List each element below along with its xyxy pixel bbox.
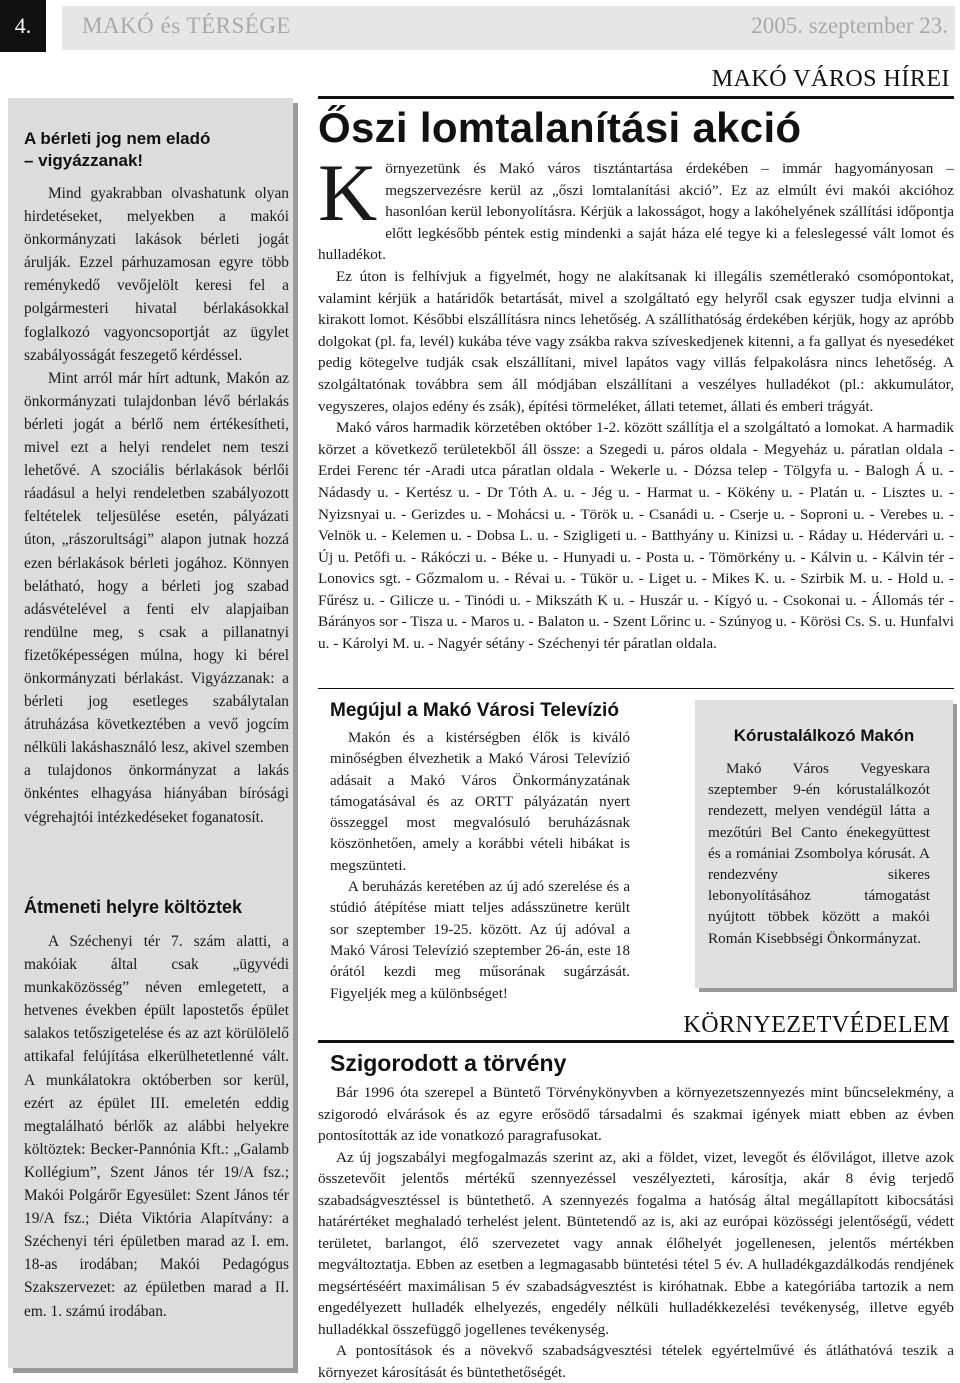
choir-box-paragraph: Makó Város Vegyeskara szeptember 9-én kórustalálkozót rendezett, melyen vendégül látta a mezőtúri Bel Canto énekegyüttest és a romániai Zsombolya kórusát. A rendezvény sikeres lebonyolításához támogatást nyújtott többek között a makói Román Kisebbségi Önkormányzat. <box>708 760 930 947</box>
sidebar-article-title <box>24 128 289 172</box>
main-article-paragraph-text: örnyezetünk és Makó város tisztántartása érdekében – immár hagyományosan – megszervezésre kerül az „őszi lomtalanítási akció”. Ez az elmúlt évi makói akcióhoz hasonlóan kerül lebonyolításra. Kérjük a lakosságot, hogy a lakóhelyének szállítási időpontja előtt legkésőbb péntek estig mindenki a saját háza elé tegye ki a feleslegessé vált lomot és hulladékot. <box>318 160 954 264</box>
law-article-paragraph: Az új jogszabályi megfogalmazás szerint az, aki a földet, vizet, levegőt és élővilágot, illetve azok összetevőit jelentős mértékű szennyezéssel veszélyezteti, károsítja, akár 8 évig terjedő szabadságvesztéssel is büntethető. A szennyezés fogalma a hatóság által megállapított kibocsátási határértéket meghaladó terhelést jelent. Büntetendő az is, aki az európai közösségi jelentőségű, védett területet, barlangot, élő szervezetet vagy annak élőhelyét jogellenesen, jelentős mértékben megváltoztatja. Ebben az esetben a legmagasabb büntetési tétel 5 év. A hulladékgazdálkodás rendjének megsértéséért maximálisan 5 év szabadságvesztést is kiróhatnak. Ebbe a kategóriába tartozik a nem engedélyezett hulladék elhelyezés, engedély nélküli hulladékkezelési tevékenység, illetve egyéb hulladékkal összefüggő jogellenes tevékenység. <box>318 1148 954 1338</box>
sidebar-article-paragraph: Mind gyakrabban olvashatunk olyan hirdetéseket, melyekben a makói önkormányzati lakások bérleti jogát árulják. Ezzel párhuzamosan egyre több reménykedő vevőjelölt keresi fel a polgármesteri hivatal bérlakásokkal foglalkozó vagyoncsoportját az ügylet szabályosságát feszegető kérdéssel. <box>24 185 289 364</box>
sidebar-article-atmeneti <box>24 896 289 1323</box>
main-article-body <box>318 147 954 655</box>
tv-article-body <box>330 728 630 1005</box>
law-article-paragraph: A pontosítások és a növekvő szabadságvesztési tételek egyértelművé és átláthatóvá teszik a környezet károsítását és büntethetőségét. <box>318 1342 954 1381</box>
sidebar-article-title-line1: A bérleti jog nem eladó <box>24 129 211 148</box>
sidebar-article-title-line2: – vigyázzanak! <box>24 151 144 170</box>
section-title-city-news: MAKÓ VÁROS HÍREI <box>711 66 950 92</box>
tv-article-paragraph: A beruházás keretében az új adó szerelése és a stúdió átépítése miatt teljes adásszünetre került sor szeptember 19-25. között. Az új adóval a Makó Városi Televízió szeptember 26-án, este 18 órától kezdi meg műsorának sugárzását. Figyeljék meg a különbséget! <box>330 879 630 1002</box>
main-article-title: Őszi lomtalanítási akció <box>318 104 802 151</box>
divider <box>318 688 954 689</box>
sidebar-article-body <box>24 182 289 829</box>
sidebar-article2-body <box>24 930 289 1323</box>
section-rule <box>318 96 954 99</box>
sidebar-article2-title: Átmeneti helyre költöztek <box>24 897 243 917</box>
law-article-title: Szigorodott a törvény <box>330 1050 567 1076</box>
sidebar-article-bérleti-jog <box>24 128 289 829</box>
section-title-environment: KÖRNYEZETVÉDELEM <box>683 1012 950 1038</box>
sidebar-article2-paragraph: A Széchenyi tér 7. szám alatti, a makóiak által csak „ügyvédi munkaközösség” néven emlegetett, a hetvenes években épült lapostetős épület salakos tetőszigetelése és az azt körülölelő attikafal felújítása elkerülhetetlenné vált. A munkálatokra októberben sor kerül, ezért az épület III. emeletén eddig megtalálható bérlők az alábbi helyekre költöztek: Becker-Pannónia Kft.: „Galamb Kollégium”, Szent János tér 19/A fsz.; Makói Polgárőr Egyesület: Szent János tér 19/A fsz.; Diéta Viktória Alapítvány: a Széchenyi téri épületben marad az I. em. 18-as irodában; Makói Pedagógus Szakszervezet: az épületben marad a II. em. 1. számú irodában. <box>24 933 289 1320</box>
main-article-paragraph <box>318 147 954 266</box>
section-rule <box>318 1040 954 1043</box>
sidebar-article-paragraph: Mint arról már hírt adtunk, Makón az önkormányzati tulajdonban lévő bérlakás bérleti jogát a bérlő nem értékesítheti, mivel ezt a helyi rendelet nem teszi lehetővé. A szociális bérlakások bérlői ráadásul a helyi rendeletben szabályozott feltételek teljesülése esetén, pályázati úton, „rászorultsági” alapon jutnak hozzá ezen bérlakások bérleti jogához. Könnyen belátható, hogy a bérleti jog szabad adásvételével a fenti elv alapjaiban rendülne meg, s csak a pillanatnyi fizetőképességen múlna, hogy ki bérel önkormányzati bérlakást. Vigyázzanak: a bérleti jog esetleges szabálytalan átruházása következtében a vevő jogcím nélküli lakáshasználó lesz, akivel szemben a tulajdonos önkormányzat a lakás önkéntes elhagyása hiányában bírósági végrehajtói intézkedéseket foganatosít. <box>24 369 289 826</box>
page-number <box>0 0 46 52</box>
law-article-paragraph: Bár 1996 óta szerepel a Büntető Törvénykönyvben a környezetszennyezés mint bűncselekmény, a szigorodó elvárások és az egyre erősödő társadalmi és szakmai igények miatt ebben az évben pontosították az ide vonatkozó paragrafusokat. <box>318 1084 954 1144</box>
choir-box-body <box>708 758 930 949</box>
tv-article-paragraph: Makón és a kistérségben élők is kiváló minőségben élvezhetik a Makó Városi Televízió adásait a Makó Város Önkormányzatának támogatásával és az ORTT pályázatán nyert összeggel most megvalósuló beruházásnak köszönhetően, amely a korábbi vételi hibákat is megszünteti. <box>330 730 630 874</box>
law-article-body <box>318 1082 954 1383</box>
drop-cap: K <box>318 147 378 238</box>
issue-date: 2005. szeptember 23. <box>751 13 948 38</box>
tv-article-title: Megújul a Makó Városi Televízió <box>330 700 619 721</box>
choir-box-title: Kórustalálkozó Makón <box>733 726 915 745</box>
main-article-paragraph: Ez úton is felhívjuk a figyelmét, hogy ne alakítsanak ki illegális szemétlerakó csomópontokat, valamint kérjük a határidők betartását, mivel a szolgáltató egy helyről csak egyszer tudja elvinni a kirakott lomot. Későbbi elszállításra nincs lehetőség. A szállíthatóság érdekében kérjük, hogy az apróbb dolgokat (pl. fa, levél) kukába téve vagy zsákba rakva szíveskedjenek kitenni, a fa gallyat és nyesedéket pedig kötegelve tudják csak elszállítani, mivel lapátos vagy villás felpakolásra nincs lehetőség. A szolgáltatónak továbbra sem áll módjában elszállítani a veszélyes hulladékot (pl.: akkumulátor, vegyszeres, olajos edény és zsák), építési törmeléket, állati tetemet, állati és emberi trágyát. <box>318 267 954 415</box>
publication-title: MAKÓ és TÉRSÉGE <box>82 13 291 38</box>
page-number-text: 4. <box>14 13 32 38</box>
main-article-paragraph: Makó város harmadik körzetében október 1-2. között szállítja el a szolgáltató a lomokat. A harmadik körzet a következő területekből áll össze: a Szegedi u. páros oldala - Megyeház u. páratlan oldala - Erdei Ferenc tér -Aradi utca páratlan oldala - Wekerle u. - Dózsa telep - Tölgyfa u. - Balogh Á u. - Nádasdy u. - Kertész u. - Dr Tóth A. u. - Jég u. - Harmat u. - Kökény u. - Platán u. - Lisztes u. - Nyizsnyai u. - Gerizdes u. - Mohácsi u. - Török u. - Csanádi u. - Cserje u. - Soproni u. - Verebes u. - Velnök u. - Kelemen u. - Dobsa L. u. - Szigligeti u. - Batthyány u. Kinizsi u. - Ráday u. Hédervári u. - Új u. Petőfi u. - Rákóczi u. - Béke u. - Hunyadi u. - Posta u. - Tömörkény u. - Kálvin u. - Kálvin tér - Lonovics sgt. - Gőzmalom u. - Révai u. - Tükör u. - Liget u. - Mikes K. u. - Szirbik M. u. - Hold u. - Fűrész u. - Gilicze u. - Tinódi u. - Mikszáth K u. - Huszár u. - Kígyó u. - Csokonai u. - Állomás tér - Bárányos sor - Tisza u. - Maros u. - Balaton u. - Szent Lőrinc u. - Szúnyog u. - Körösi Cs. S. u. Hunfalvi u. - Károlyi M. u. - Nagyér sétány - Széchenyi tér páratlan oldala. <box>318 419 954 653</box>
